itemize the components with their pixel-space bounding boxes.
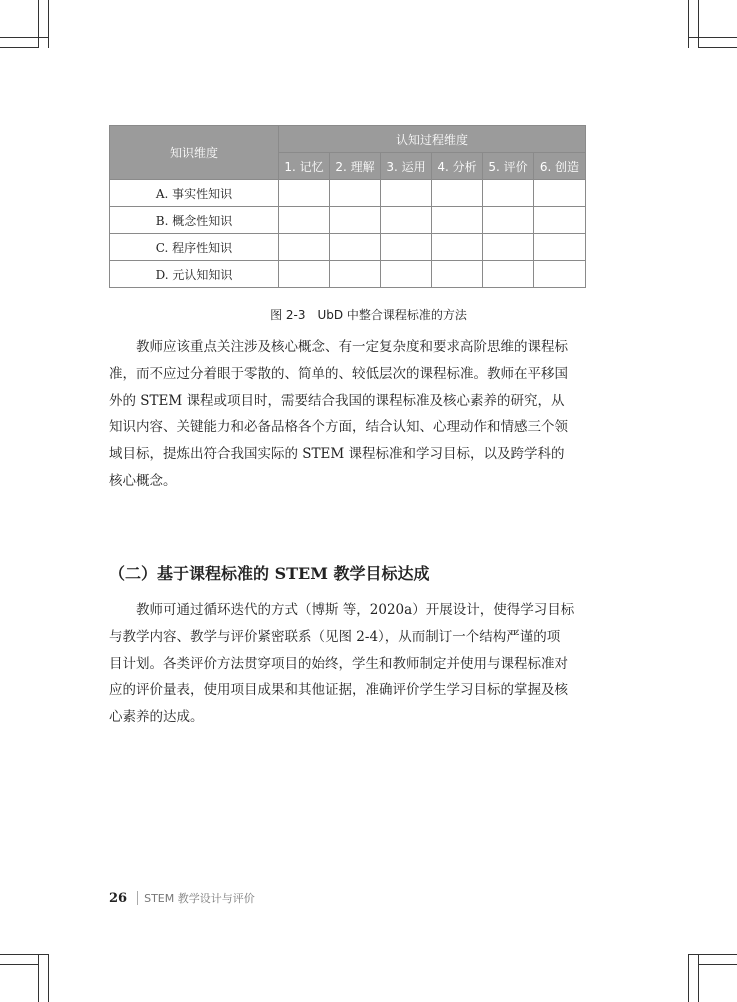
table-cell — [279, 234, 330, 261]
table-cell — [381, 261, 432, 288]
row-header: B. 概念性知识 — [110, 207, 279, 234]
table-cell — [432, 207, 483, 234]
paragraph-line: 应的评价量表，使用项目成果和其他证据，准确评价学生学习目标的掌握及核 — [109, 682, 568, 699]
table-cell — [483, 180, 534, 207]
table-cell — [330, 234, 381, 261]
crop-mark — [698, 47, 737, 48]
table-row — [110, 234, 586, 261]
column-header: 4. 分析 — [432, 153, 483, 180]
table-cell — [534, 234, 586, 261]
table-cell — [432, 234, 483, 261]
crop-mark — [38, 0, 39, 48]
crop-mark — [48, 0, 49, 48]
knowledge-cognition-table — [109, 125, 586, 288]
table-cell — [432, 180, 483, 207]
row-header: C. 程序性知识 — [110, 234, 279, 261]
paragraph-line: 教师应该重点关注涉及核心概念、有一定复杂度和要求高阶思维的课程标 — [109, 339, 568, 355]
crop-mark — [698, 964, 737, 965]
crop-mark — [0, 47, 38, 48]
table-cell — [534, 180, 586, 207]
column-header: 3. 运用 — [381, 153, 432, 180]
column-header: 2. 理解 — [330, 153, 381, 180]
paragraph-1 — [109, 334, 585, 495]
crop-mark — [688, 954, 689, 1002]
column-header: 1. 记忆 — [279, 153, 330, 180]
paragraph-line: 心素养的达成。 — [109, 709, 204, 726]
row-header: D. 元认知知识 — [110, 261, 279, 288]
paragraph-2 — [109, 597, 585, 731]
column-header: 6. 创造 — [534, 153, 586, 180]
paragraph-line: 与教学内容、教学与评价紧密联系（见图 2-4），从而制订一个结构严谨的项 — [109, 628, 561, 645]
table-cell — [279, 261, 330, 288]
footer-divider — [137, 891, 138, 905]
crop-mark — [688, 0, 689, 48]
table-cell — [381, 207, 432, 234]
column-header: 5. 评价 — [483, 153, 534, 180]
paragraph-line: 准，而不应过分着眼于零散的、简单的、较低层次的课程标准。教师在平移国 — [109, 365, 568, 382]
paragraph-line: 核心概念。 — [109, 472, 177, 489]
header-knowledge-dimension: 知识维度 — [110, 126, 279, 180]
page-footer — [109, 890, 255, 906]
table-row — [110, 180, 586, 207]
page-number: 26 — [109, 890, 128, 906]
header-cognitive-dimension: 认知过程维度 — [279, 126, 586, 153]
section-heading: （二）基于课程标准的 STEM 教学目标达成 — [109, 564, 430, 583]
figure-caption: 图 2-3 UbD 中整合课程标准的方法 — [270, 308, 467, 322]
crop-mark — [688, 954, 737, 955]
crop-mark — [38, 954, 39, 1002]
table-cell — [279, 180, 330, 207]
crop-mark — [0, 37, 48, 38]
table-cell — [483, 207, 534, 234]
table-cell — [432, 261, 483, 288]
table-row — [110, 261, 586, 288]
table-cell — [381, 180, 432, 207]
table-row — [110, 207, 586, 234]
paragraph-line: 知识内容、关键能力和必备品格各个方面，结合认知、心理动作和情感三个领 — [109, 419, 568, 436]
crop-mark — [0, 954, 48, 955]
book-title: STEM 教学设计与评价 — [144, 892, 255, 905]
crop-mark — [0, 964, 38, 965]
table-cell — [483, 261, 534, 288]
paragraph-line: 域目标，提炼出符合我国实际的 STEM 课程标准和学习目标，以及跨学科的 — [109, 446, 565, 463]
table-cell — [483, 234, 534, 261]
crop-mark — [48, 954, 49, 1002]
crop-mark — [688, 37, 737, 38]
paragraph-line: 目计划。各类评价方法贯穿项目的始终，学生和教师制定并使用与课程标准对 — [109, 655, 568, 672]
table-cell — [279, 207, 330, 234]
paragraph-line: 教师可通过循环迭代的方式（博斯 等，2020a）开展设计，使得学习目标 — [109, 602, 575, 618]
table-cell — [381, 234, 432, 261]
table-cell — [330, 207, 381, 234]
crop-mark — [698, 0, 699, 48]
table-cell — [534, 261, 586, 288]
table-cell — [534, 207, 586, 234]
table-cell — [330, 261, 381, 288]
crop-mark — [698, 954, 699, 1002]
table-cell — [330, 180, 381, 207]
row-header: A. 事实性知识 — [110, 180, 279, 207]
paragraph-line: 外的 STEM 课程或项目时，需要结合我国的课程标准及核心素养的研究，从 — [109, 392, 565, 409]
